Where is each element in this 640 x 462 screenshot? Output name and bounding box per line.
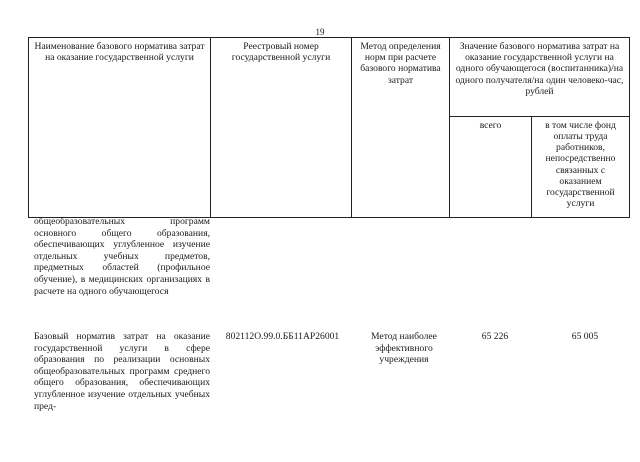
header-method-label: Метод определения норм при расчете базового норматива затрат: [360, 41, 441, 86]
header-method-cell: [352, 38, 450, 218]
header-registry-label: Реестровый номер государственной услуги: [231, 41, 331, 64]
header-value-label: Значение базового норматива затрат на оказание государственной услуги на одного обучающегося (воспитанника)/на одного получателя/на один человеко-час, рублей: [455, 41, 624, 97]
row-2-total: 65 226: [481, 331, 509, 342]
page-number: 19: [315, 27, 325, 37]
row-1-name: общеобразовательных программ основного общего образования, обеспечивающих углубленное изучение отдельных учебных предметов, предметных областей (профильное обучение), в медицинских организациях в расчете на одного обучающегося: [34, 216, 210, 297]
header-table: [28, 37, 630, 218]
header-name-label: Наименование базового норматива затрат на оказание государственной услуги: [34, 41, 205, 64]
row-2-method: Метод наиболее эффективного учреждения: [371, 331, 437, 366]
header-registry-cell: [211, 38, 352, 218]
header-fund-label: в том числе фонд оплаты труда работников, непосредственно связанных с оказанием государственной услуги: [545, 119, 616, 210]
row-2-fund: 65 005: [571, 331, 599, 342]
header-fund-cell: [532, 116, 630, 217]
row-2-registry: 802112О.99.0.ББ11АР26001: [225, 331, 340, 342]
header-total-cell: [450, 116, 532, 217]
header-name-cell: [29, 38, 211, 218]
header-value-cell: [450, 38, 630, 117]
row-2-name: Базовый норматив затрат на оказание государственной услуги в сфере образования по реализации основных общеобразовательных программ среднего общего образования, обеспечивающих углубленное изучение отдельных учебных пред-: [34, 331, 210, 412]
header-total-label: всего: [479, 119, 502, 131]
